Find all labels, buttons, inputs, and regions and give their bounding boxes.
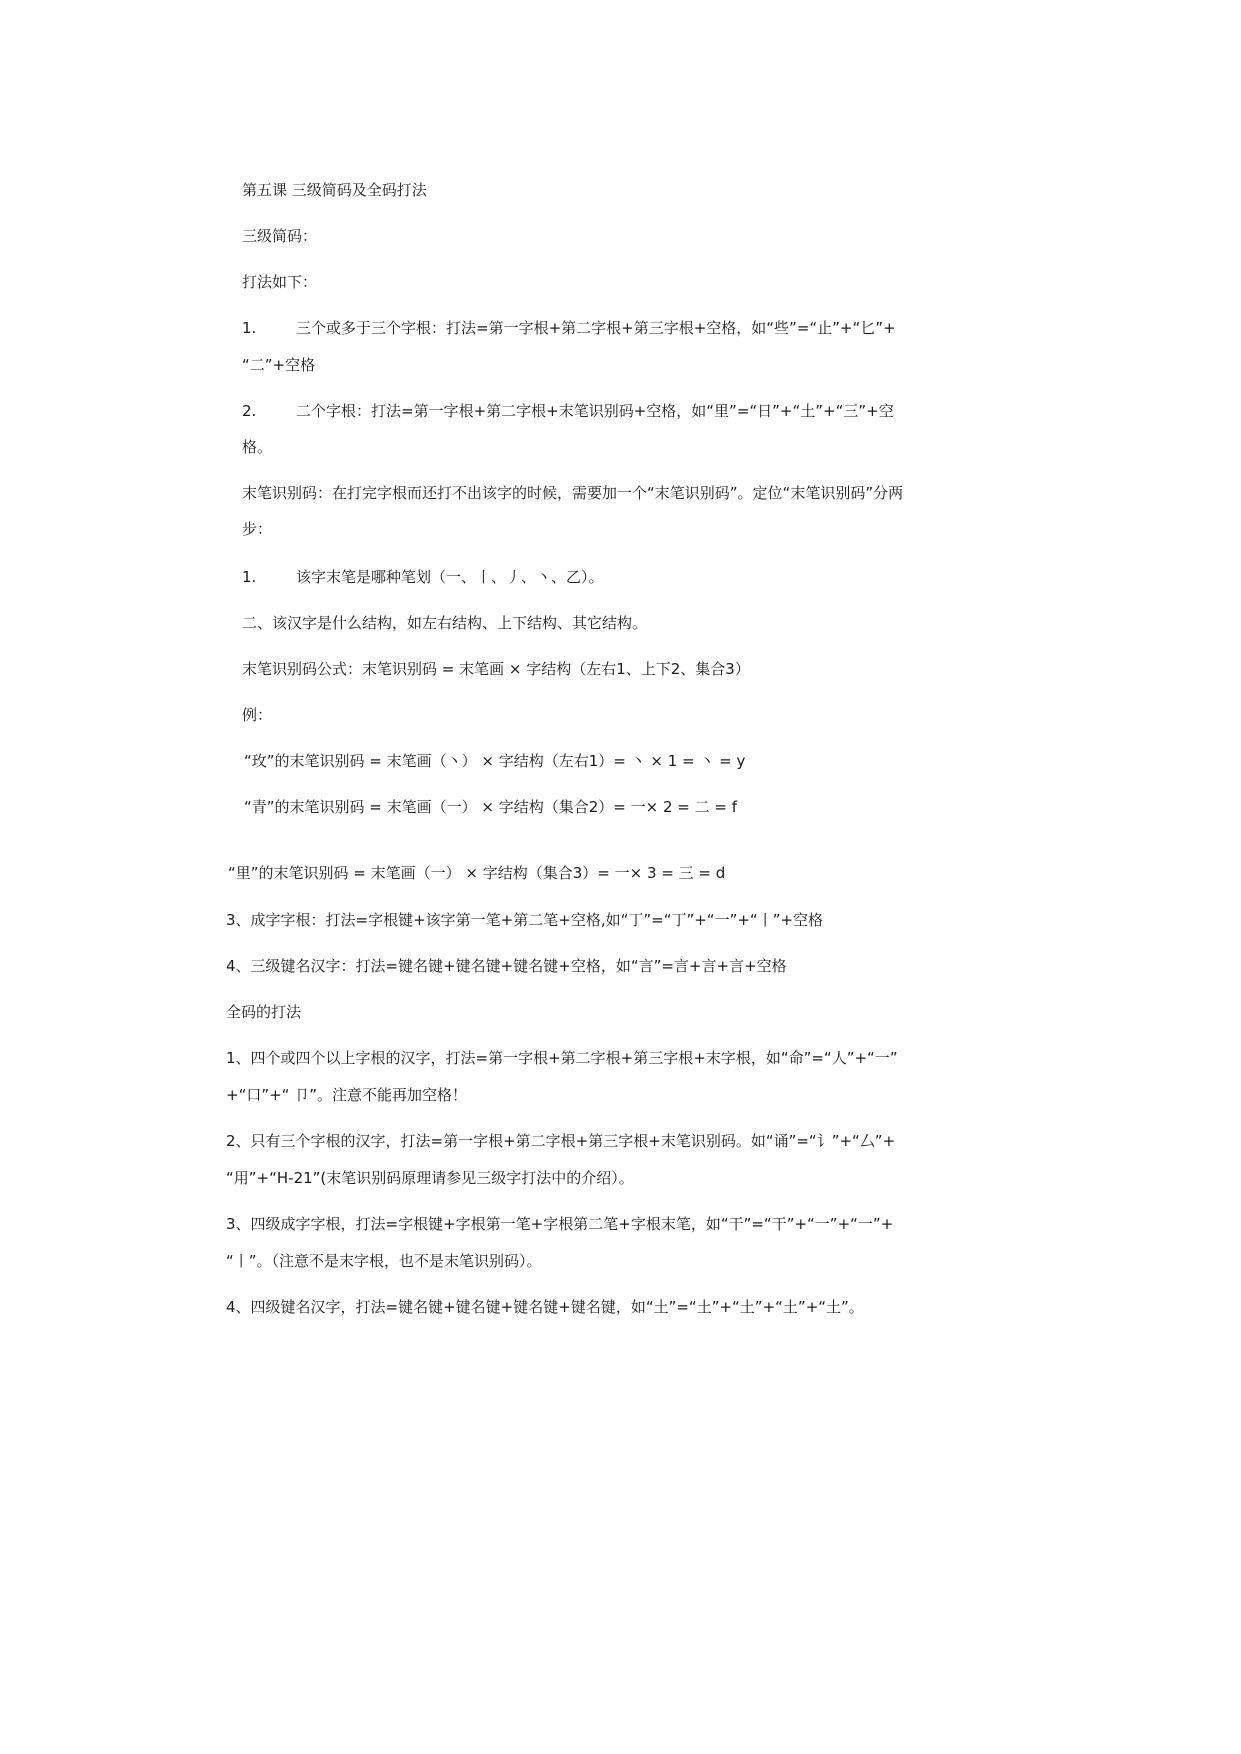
fullcode-p1-cont: +“口”+“ 卩”。注意不能再加空格！ bbox=[226, 1086, 467, 1104]
example-2: “青”的末笔识别码 = 末笔画（一） × 字结构（集合2）= 一× 2 = 二 = f bbox=[244, 798, 738, 816]
endcode-intro: 末笔识别码：在打完字根而还打不出该字的时候，需要加一个“末笔识别码”。定位“末笔识别码”分两 bbox=[242, 484, 904, 502]
fullcode-p3-cont: “丨”。（注意不是末字根，也不是末笔识别码）。 bbox=[226, 1252, 542, 1270]
step1-number: 1. bbox=[242, 568, 257, 586]
fullcode-p2-cont: “用”+“H-21”(末笔识别码原理请参见三级字打法中的介绍）。 bbox=[226, 1169, 634, 1187]
rule2-text: 二个字根：打法=第一字根+第二字根+末笔识别码+空格，如“里”=“日”+“土”+“三”+空 bbox=[296, 402, 894, 420]
intro-text: 打法如下： bbox=[242, 273, 318, 291]
rule1-number: 1. bbox=[242, 319, 257, 337]
step2-text: 二、该汉字是什么结构，如左右结构、上下结构、其它结构。 bbox=[242, 614, 648, 632]
item-3: 3、成字字根：打法=字根键+该字第一笔+第二笔+空格,如“丁”=“丁”+“一”+“丨”+空格 bbox=[226, 911, 824, 929]
formula-text: 末笔识别码公式：末笔识别码 = 末笔画 × 字结构（左右1、上下2、集合3） bbox=[242, 660, 750, 678]
fullcode-heading: 全码的打法 bbox=[226, 1003, 302, 1021]
example-3: “里”的末笔识别码 = 末笔画（一） × 字结构（集合3）= 一× 3 = 三 = d bbox=[228, 864, 726, 882]
lesson-title: 第五课 三级简码及全码打法 bbox=[242, 181, 427, 199]
fullcode-p2: 2、只有三个字根的汉字，打法=第一字根+第二字根+第三字根+末笔识别码。如“诵”=“讠”+“厶”+ bbox=[226, 1132, 896, 1150]
rule1-text: 三个或多于三个字根：打法=第一字根+第二字根+第三字根+空格，如“些”=“止”+“匕”+ bbox=[296, 319, 896, 337]
example-1: “玫”的末笔识别码 = 末笔画（丶） × 字结构（左右1）= 丶 × 1 = 丶 = y bbox=[244, 752, 746, 770]
fullcode-p1: 1、四个或四个以上字根的汉字，打法=第一字根+第二字根+第三字根+末字根，如“命”=“人”+“一” bbox=[226, 1049, 898, 1067]
rule2-number: 2. bbox=[242, 402, 257, 420]
endcode-intro-cont: 步： bbox=[242, 520, 273, 538]
example-label: 例： bbox=[242, 706, 273, 724]
section-subtitle: 三级简码： bbox=[242, 227, 318, 245]
fullcode-p4: 4、四级键名汉字，打法=键名键+键名键+键名键+键名键，如“土”=“土”+“土”+“土”+“土”。 bbox=[226, 1298, 864, 1316]
fullcode-p3: 3、四级成字字根，打法=字根键+字根第一笔+字根第二笔+字根末笔，如“干”=“干”+“一”+“一”+ bbox=[226, 1215, 894, 1233]
rule2-text-cont: 格。 bbox=[242, 438, 273, 456]
step1-text: 该字末笔是哪种笔划（一、丨、丿、丶、乙）。 bbox=[296, 568, 604, 586]
rule1-text-cont: “二”+空格 bbox=[242, 356, 316, 374]
item-4: 4、三级键名汉字：打法=键名键+键名键+键名键+空格，如“言”=言+言+言+空格 bbox=[226, 957, 787, 975]
